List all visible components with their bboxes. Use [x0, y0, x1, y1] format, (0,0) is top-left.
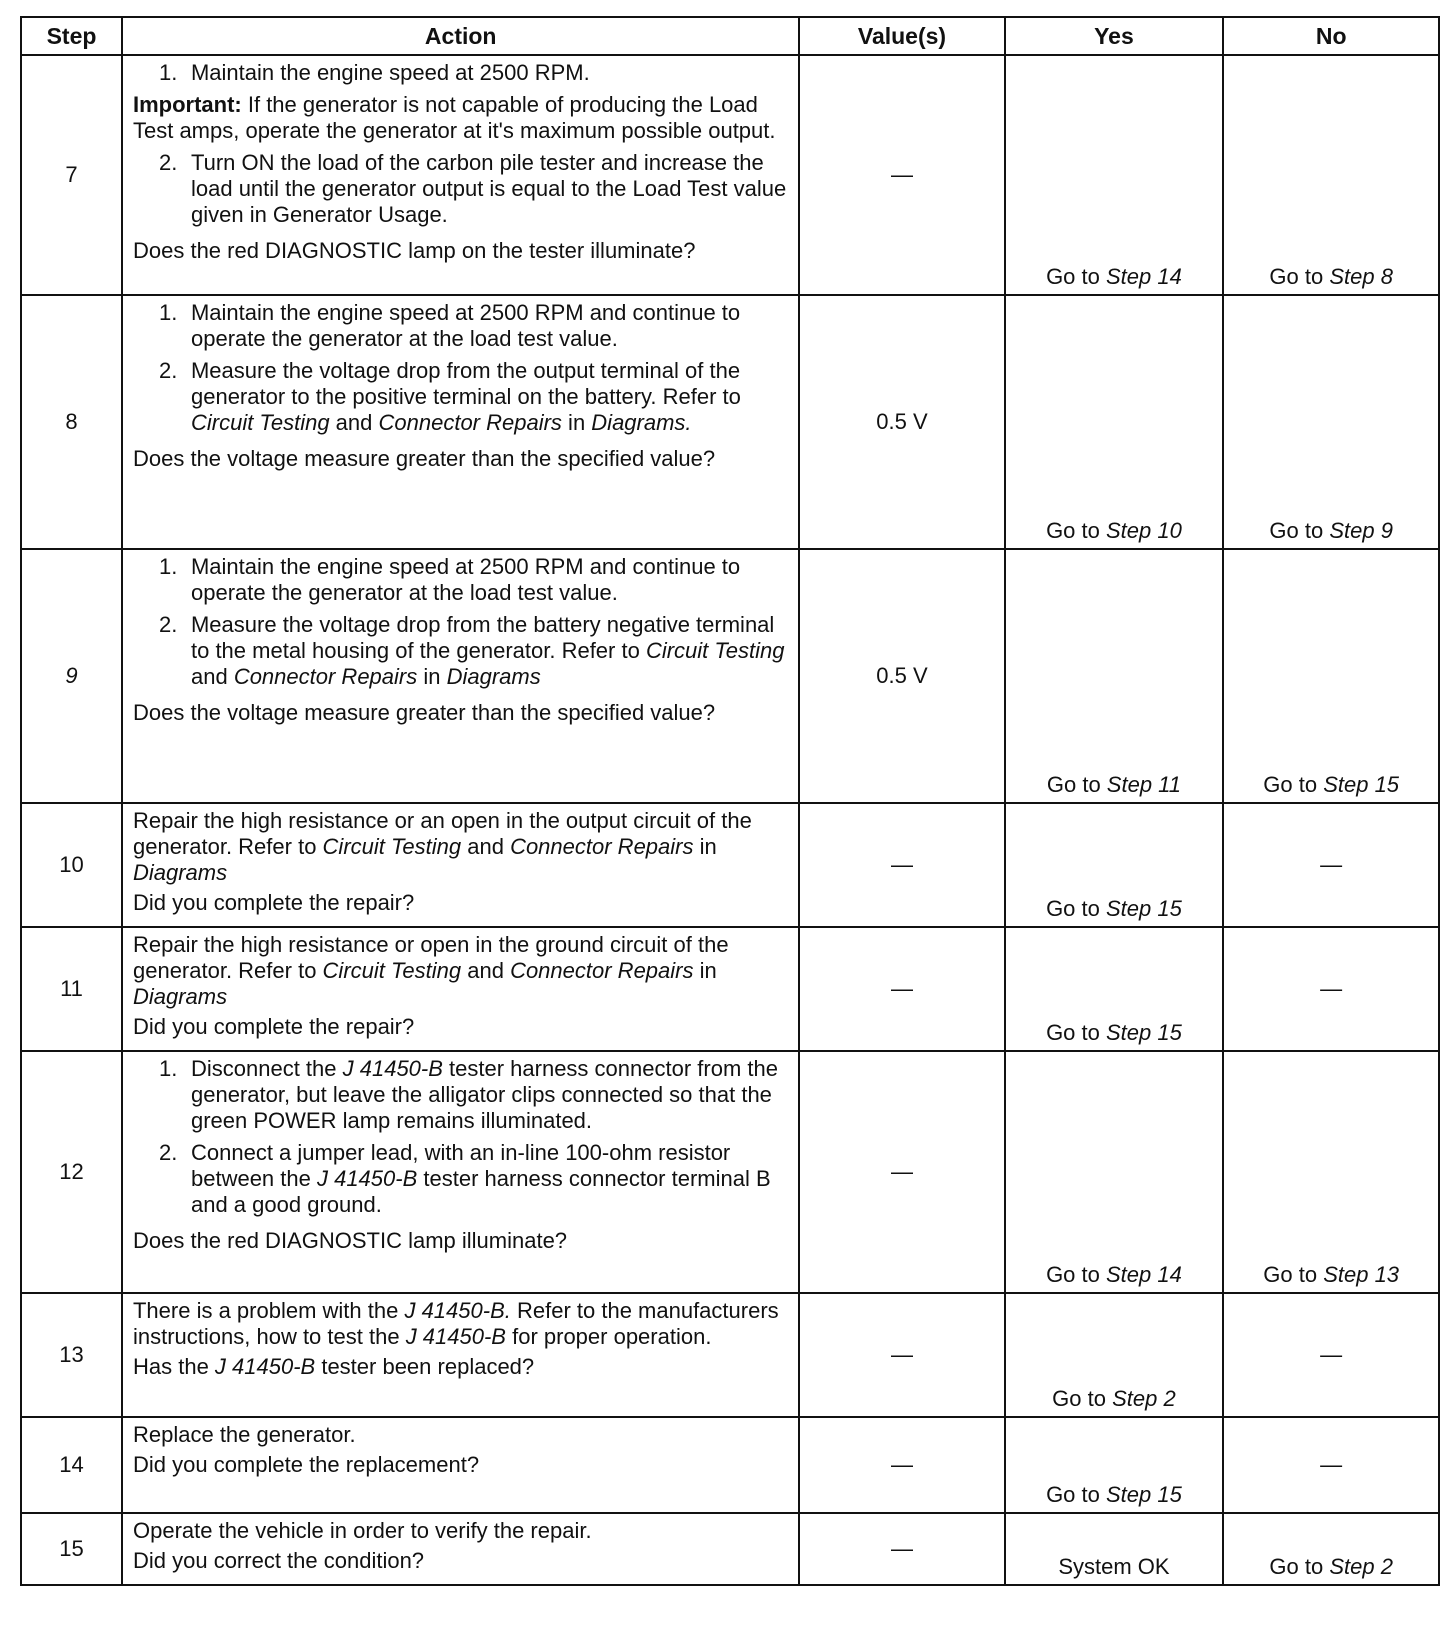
step-number: 8 [21, 295, 122, 549]
step-link: Step 15 [1105, 896, 1182, 921]
value-cell: — [799, 1051, 1004, 1293]
action-text: There is a problem with the J 41450-B. Refer to the manufacturers instructions, how to test the J 41450-B for proper operation. [132, 1298, 779, 1349]
no-cell: Go to Step 15 [1223, 549, 1439, 803]
action-cell [122, 927, 799, 1051]
no-cell: — [1223, 1417, 1439, 1513]
action-text: Replace the generator. [132, 1422, 356, 1447]
header-yes: Yes [1005, 17, 1224, 55]
table-row [21, 1417, 1439, 1513]
table-row [21, 549, 1439, 803]
action-cell [122, 1293, 799, 1417]
step-link: Step 9 [1329, 518, 1393, 543]
action-item: 2. Measure the voltage drop from the output terminal of the generator to the positive terminal on the battery. Refer to Circuit Testing and Connector Repairs in Diagrams. [158, 358, 741, 435]
action-cell [122, 55, 799, 295]
yes-cell: Go to Step 14 [1005, 55, 1224, 295]
table-row [21, 1293, 1439, 1417]
header-row [21, 17, 1439, 55]
value-cell: 0.5 V [799, 549, 1004, 803]
value-cell: — [799, 55, 1004, 295]
header-action: Action [122, 17, 799, 55]
action-cell [122, 295, 799, 549]
no-cell: Go to Step 8 [1223, 55, 1439, 295]
no-cell: Go to Step 9 [1223, 295, 1439, 549]
important-note: Important: If the generator is not capable of producing the Load Test amps, operate the generator at it's maximum possible output. [132, 92, 776, 143]
step-number: 7 [21, 55, 122, 295]
action-item: 2. Measure the voltage drop from the battery negative terminal to the metal housing of the generator. Refer to Circuit Testing and Connector Repairs in Diagrams [158, 612, 785, 689]
table-row [21, 1051, 1439, 1293]
header-values: Value(s) [799, 17, 1004, 55]
action-question: Has the J 41450-B tester been replaced? [132, 1354, 535, 1379]
step-number: 11 [21, 927, 122, 1051]
yes-cell: Go to Step 15 [1005, 803, 1224, 927]
action-question: Did you complete the repair? [132, 1014, 415, 1039]
table-row [21, 295, 1439, 549]
table-row [21, 927, 1439, 1051]
no-cell: — [1223, 1293, 1439, 1417]
action-text: Repair the high resistance or open in the ground circuit of the generator. Refer to Circuit Testing and Connector Repairs in Diagrams [132, 932, 729, 1009]
value-cell: — [799, 1293, 1004, 1417]
step-link: Step 2 [1329, 1554, 1393, 1579]
action-cell [122, 1051, 799, 1293]
value-cell: — [799, 1513, 1004, 1585]
header-no: No [1223, 17, 1439, 55]
action-text: Repair the high resistance or an open in the output circuit of the generator. Refer to Circuit Testing and Connector Repairs in Diagrams [132, 808, 752, 885]
value-cell: — [799, 927, 1004, 1051]
action-item: 2. Connect a jumper lead, with an in-line 100-ohm resistor between the J 41450-B tester harness connector terminal B and a good ground. [158, 1140, 771, 1217]
step-number: 15 [21, 1513, 122, 1585]
step-link: Step 15 [1323, 772, 1400, 797]
step-number: 14 [21, 1417, 122, 1513]
diagnostic-table-page [20, 16, 1440, 1586]
yes-cell: Go to Step 15 [1005, 1417, 1224, 1513]
step-number: 13 [21, 1293, 122, 1417]
action-question: Does the red DIAGNOSTIC lamp illuminate? [132, 1228, 568, 1253]
yes-cell: Go to Step 15 [1005, 927, 1224, 1051]
table-row [21, 55, 1439, 295]
yes-cell: Go to Step 11 [1005, 549, 1224, 803]
action-item: 1. Maintain the engine speed at 2500 RPM and continue to operate the generator at the load test value. [158, 554, 741, 605]
value-cell: — [799, 803, 1004, 927]
yes-cell: Go to Step 10 [1005, 295, 1224, 549]
yes-cell: System OK [1005, 1513, 1224, 1585]
no-cell: — [1223, 927, 1439, 1051]
step-link: Step 14 [1105, 1262, 1182, 1287]
action-item: 1. Maintain the engine speed at 2500 RPM. [158, 60, 590, 85]
step-link: Step 15 [1105, 1020, 1182, 1045]
action-question: Does the voltage measure greater than the specified value? [132, 700, 716, 725]
action-cell [122, 549, 799, 803]
header-step: Step [21, 17, 122, 55]
step-number: 10 [21, 803, 122, 927]
step-link: Step 10 [1105, 518, 1182, 543]
action-cell [122, 803, 799, 927]
action-item: 1. Disconnect the J 41450-B tester harness connector from the generator, but leave the alligator clips connected so that the green POWER lamp remains illuminated. [158, 1056, 778, 1133]
value-cell: — [799, 1417, 1004, 1513]
table-row [21, 803, 1439, 927]
no-cell: Go to Step 13 [1223, 1051, 1439, 1293]
step-link: Step 8 [1329, 264, 1393, 289]
yes-cell: Go to Step 2 [1005, 1293, 1224, 1417]
step-link: Step 15 [1105, 1482, 1182, 1507]
step-number: 9 [21, 549, 122, 803]
action-question: Did you complete the repair? [132, 890, 415, 915]
step-link: Step 14 [1105, 264, 1182, 289]
table-row [21, 1513, 1439, 1585]
step-link: Step 13 [1323, 1262, 1400, 1287]
action-item: 2. Turn ON the load of the carbon pile tester and increase the load until the generator output is equal to the Load Test value given in Generator Usage. [158, 150, 787, 227]
diagnostic-table [20, 16, 1440, 1586]
no-cell: Go to Step 2 [1223, 1513, 1439, 1585]
action-question: Did you complete the replacement? [132, 1452, 480, 1477]
action-cell [122, 1417, 799, 1513]
action-question: Did you correct the condition? [132, 1548, 425, 1573]
action-item: 1. Maintain the engine speed at 2500 RPM and continue to operate the generator at the load test value. [158, 300, 741, 351]
yes-cell: Go to Step 14 [1005, 1051, 1224, 1293]
step-link: Step 11 [1106, 772, 1182, 797]
action-question: Does the voltage measure greater than the specified value? [132, 446, 716, 471]
action-cell [122, 1513, 799, 1585]
action-question: Does the red DIAGNOSTIC lamp on the tester illuminate? [132, 238, 696, 263]
step-number: 12 [21, 1051, 122, 1293]
action-text: Operate the vehicle in order to verify the repair. [132, 1518, 592, 1543]
no-cell: — [1223, 803, 1439, 927]
value-cell: 0.5 V [799, 295, 1004, 549]
step-link: Step 2 [1112, 1386, 1176, 1411]
